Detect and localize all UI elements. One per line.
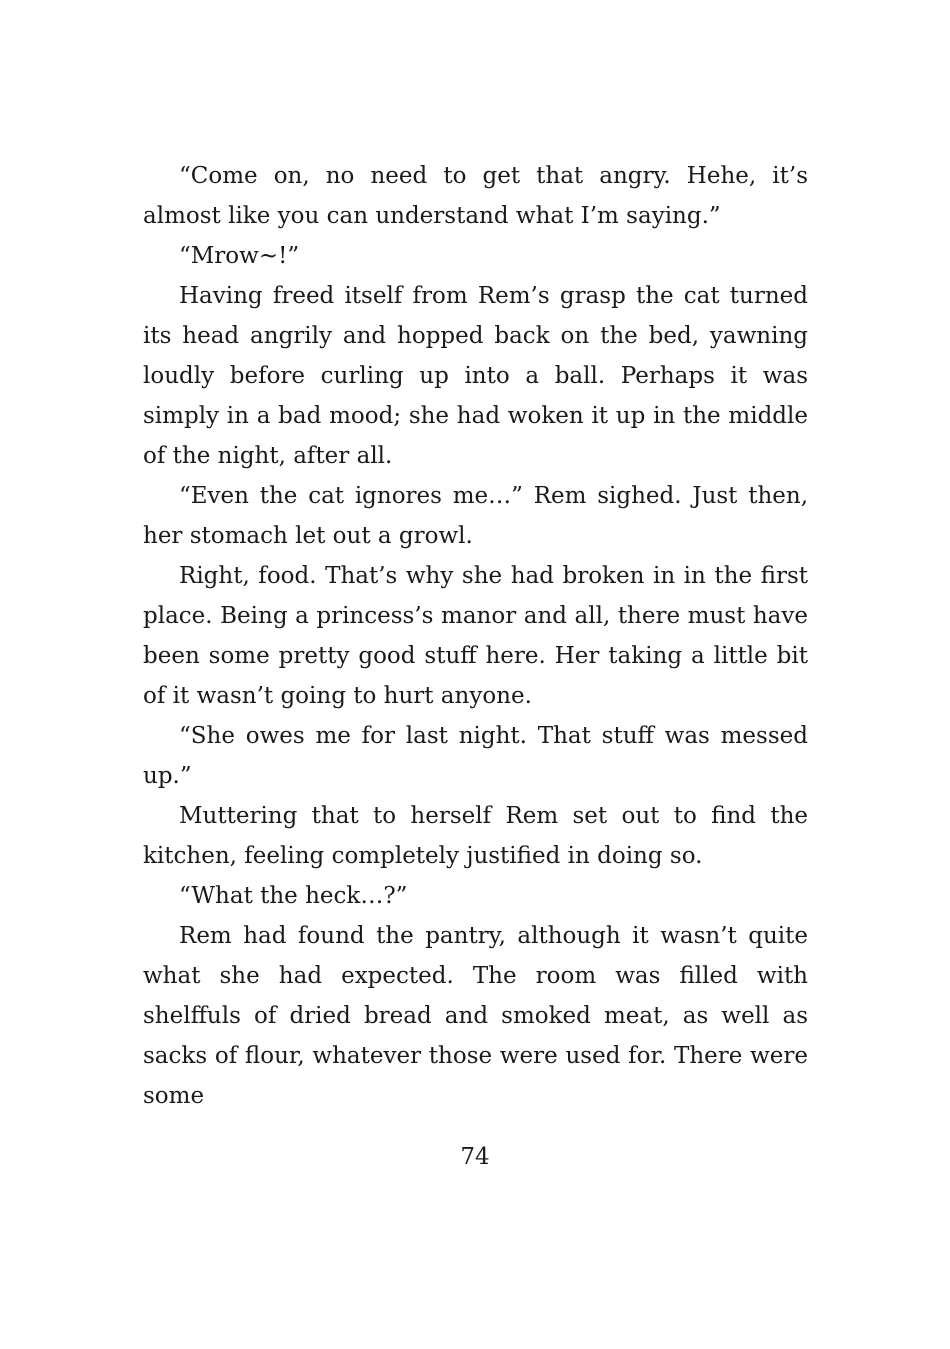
paragraph: “She owes me for last night. That stuff was messed up.”	[143, 723, 808, 789]
paragraph: “Even the cat ignores me…” Rem sighed. Just then, her stomach let out a growl.	[143, 483, 808, 549]
paragraph: Right, food. That’s why she had broken in in the first place. Being a princess’s manor and all, there must have been some pretty good stuff here. Her taking a little bit of it wasn’t going to hurt anyone.	[143, 563, 808, 709]
page-number: 74	[460, 1144, 490, 1170]
paragraph: “Come on, no need to get that angry. Hehe, it’s almost like you can understand what I’m saying.”	[143, 163, 808, 229]
paragraph: “What the heck…?”	[179, 883, 408, 909]
paragraph: Rem had found the pantry, although it wasn’t quite what she had expected. The room was filled with shelffuls of dried bread and smoked meat, as well as sacks of flour, whatever those were used for. There were some	[143, 923, 808, 1109]
paragraph: Muttering that to herself Rem set out to find the kitchen, feeling completely justified in doing so.	[143, 803, 808, 869]
paragraph: Having freed itself from Rem’s grasp the cat turned its head angrily and hopped back on the bed, yawning loudly before curling up into a ball. Perhaps it was simply in a bad mood; she had woken it up in the middle of the night, after all.	[143, 283, 808, 469]
body-text	[143, 156, 808, 1116]
paragraph: “Mrow~!”	[179, 243, 300, 269]
